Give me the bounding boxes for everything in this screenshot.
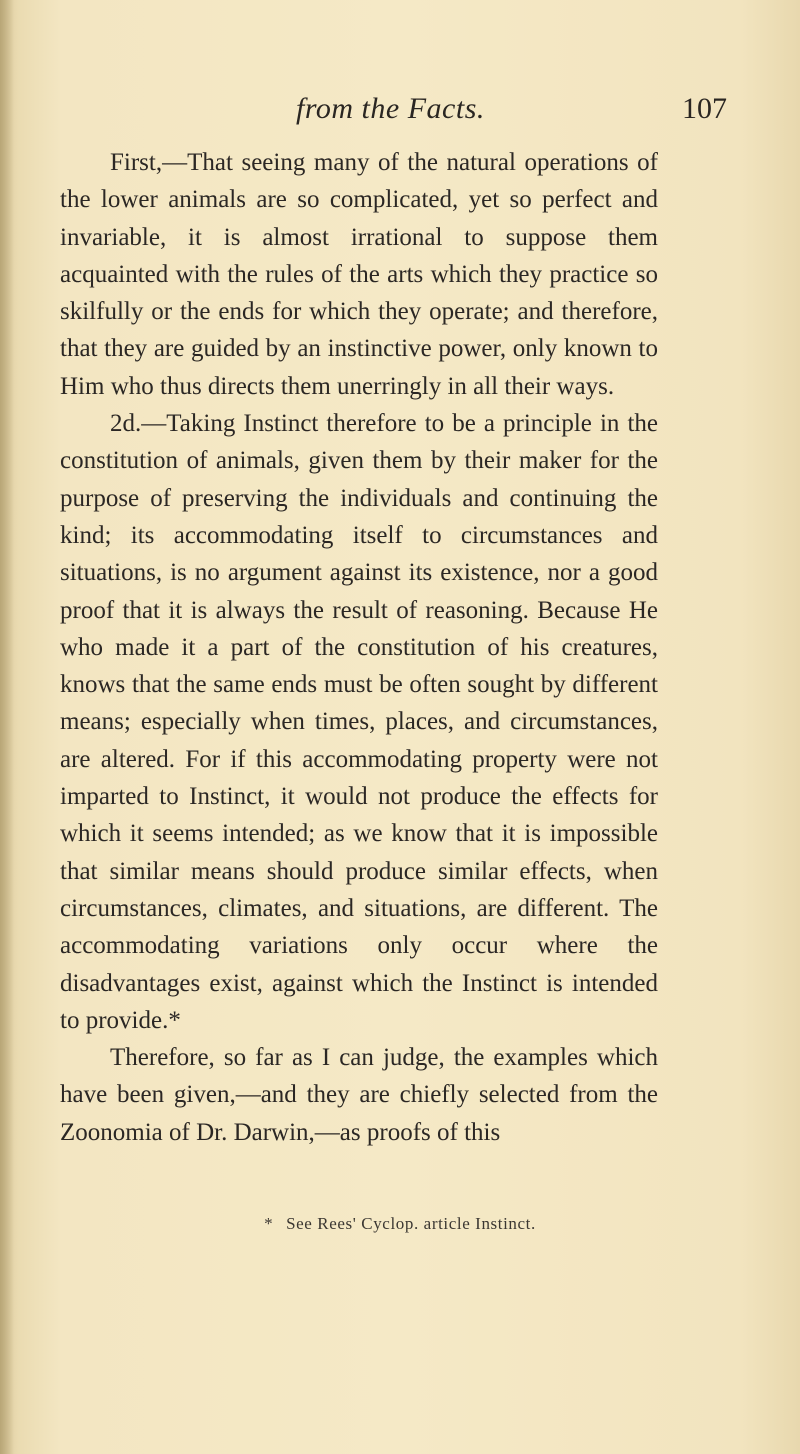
paragraph-third: Therefore, so far as I can judge, the examples which have been given,—and they are chiefly selected from the Zoonomia of Dr. Darwin,—as proofs of this [60,1044,658,1146]
gutter-shadow [0,0,14,1454]
page-number: 107 [682,92,727,125]
running-head: from the Facts. [296,92,485,125]
footnote [0,1214,800,1234]
paragraph-second: 2d.—Taking Instinct therefore to be a principle in the constitution of animals, given them by their maker for the purpose of preserving the individuals and continuing the kind; its accommodating itself to circumstances and situations, is no argument against its existence, nor a good proof that it is always the result of reasoning. Because He who made it a part of the constitution of his creatures, knows that the same ends must be often sought by different means; especially when times, places, and circumstances, are altered. For if this accommodating property were not imparted to Instinct, it would not produce the effects for which it seems intended; as we know that it is impossible that similar means should produce similar effects, when circumstances, climates, and situations, are different. The accommodating variations only occur where the disadvantages exist, against which the Instinct is intended to provide.* [60,410,658,1034]
paragraph-first: First,—That seeing many of the natural operations of the lower animals are so complicated, yet so perfect and invariable, it is almost irrational to suppose them acquainted with the rules of the arts which they practice so skilfully or the ends for which they operate; and therefore, that they are guided by an instinctive power, only known to Him who thus directs them unerringly in all their ways. [60,149,658,400]
footnote-mark: * [264,1214,274,1233]
body-text [60,144,658,1151]
page-header [0,92,800,142]
footnote-text: See Rees' Cyclop. article Instinct. [286,1214,536,1233]
